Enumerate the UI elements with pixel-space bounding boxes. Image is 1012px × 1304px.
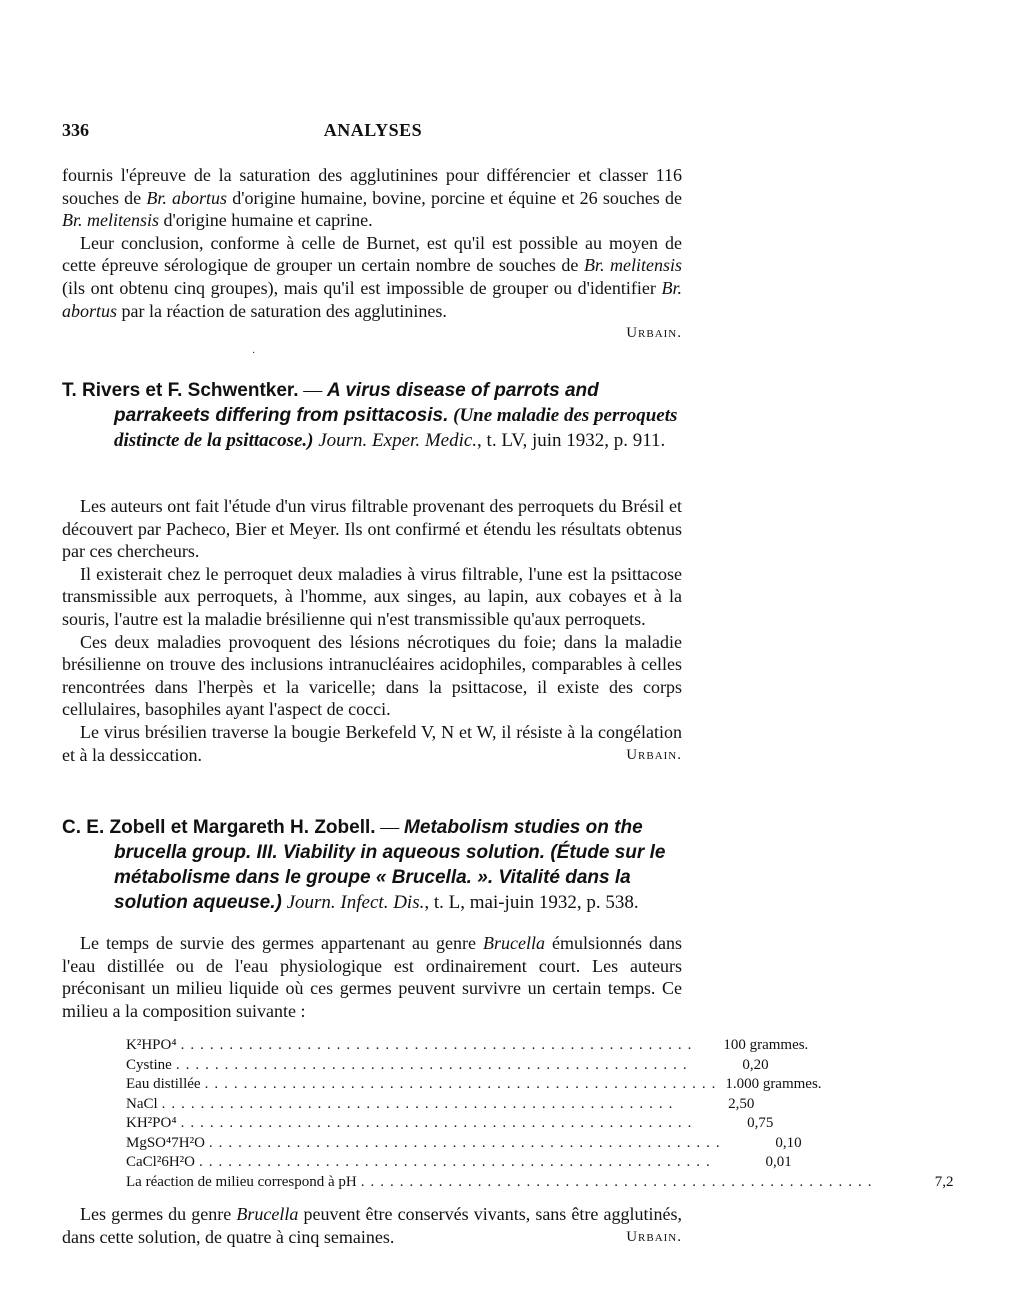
genus-name: Brucella (482, 933, 545, 953)
dash: — (375, 817, 405, 838)
english-title: Metabolism studies on the brucella group. III. Viability in aqueous solution. (114, 817, 643, 863)
species-name: Br. abortus (62, 277, 682, 321)
ingredient-label: CaCl²6H²O (126, 1154, 195, 1170)
leader-dots: ..................................................... (360, 1173, 878, 1190)
species-name: Br. melitensis (583, 255, 682, 276)
ingredient-label: Eau distillée (126, 1076, 201, 1092)
text-run: par la réaction de saturation des agglutinines. (117, 300, 447, 321)
english-title: A virus disease of parrots and parrakeets differing from psittacosis. (114, 380, 599, 426)
journal-name: Journ. Infect. Dis. (281, 892, 425, 913)
text-run: (ils ont obtenu cinq groupes), mais qu'il est impossible de grouper ou d'identifier (62, 277, 662, 298)
leader-dots: ..................................................... (161, 1095, 679, 1112)
paragraph (62, 164, 682, 232)
table-row (126, 1114, 774, 1134)
text-run: Les germes du genre (80, 1204, 237, 1224)
text-run: d'origine humaine, bovine, porcine et équine et 26 souches de (227, 187, 682, 208)
authors: T. Rivers et F. Schwentker. (62, 380, 299, 401)
paragraph: Les auteurs ont fait l'étude d'un virus filtrable provenant des perroquets du Brésil et découvert par Pacheco, Bier et Meyer. Ils ont confirmé et étendu les résultats obtenus par ces chercheurs. (62, 496, 682, 562)
table-row (126, 1036, 809, 1056)
leader-dots: ..................................................... (204, 1076, 722, 1092)
genus-name: Brucella. (391, 867, 472, 888)
abstract-heading-rivers (62, 378, 682, 453)
ingredient-value: 1.000 grammes. (725, 1076, 822, 1092)
signature: Urbain. (626, 1229, 682, 1246)
ingredient-value: 7,2 (934, 1173, 954, 1190)
paragraph (62, 232, 682, 322)
text-run: ». Vitalité dans la solution aqueuse.) (114, 867, 631, 913)
dash: — (298, 380, 328, 401)
ingredient-label: La réaction de milieu correspond à pH (126, 1173, 357, 1190)
signature: Urbain. (626, 325, 682, 342)
text-run: Leur conclusion, conforme à celle de Burnet, est qu'il est possible au moyen de cette épreuve sérologique de grouper un certain nombre de souches de (62, 232, 682, 276)
ingredient-value: 0,01 (765, 1154, 792, 1170)
text-run: peuvent être conservés vivants, sans être agglutinés, dans cette solution, de quatre à cinq semaines. (62, 1204, 682, 1247)
text-run: d'origine humaine et caprine. (159, 210, 373, 231)
species-name: Br. melitensis (62, 210, 159, 231)
citation: , t. LV, juin 1932, p. 911. (477, 430, 666, 451)
running-head: ANALYSES (323, 120, 423, 140)
french-title: (Une maladie des perroquets distincte de la psittacose.) (114, 405, 678, 451)
ingredient-label: Cystine (126, 1056, 172, 1073)
page-header (62, 120, 684, 144)
table-row (126, 1056, 769, 1076)
composition-table (126, 1036, 954, 1192)
abstract-conclusion-zobell (62, 1203, 682, 1249)
abstract-body-rivers (62, 495, 682, 767)
abstract-heading-zobell (62, 815, 682, 915)
table-row (126, 1153, 792, 1173)
ingredient-label: K²HPO⁴ (126, 1037, 177, 1053)
leader-dots: ..................................................... (208, 1134, 726, 1151)
citation: , t. L, mai-juin 1932, p. 538. (424, 892, 639, 913)
text-run: Le temps de survie des germes appartenant au genre (80, 933, 483, 953)
species-name: Br. abortus (146, 187, 228, 208)
table-row (126, 1095, 755, 1115)
genus-name: Brucella (236, 1204, 299, 1224)
ingredient-value: 2,50 (728, 1095, 755, 1112)
section-continuation (62, 164, 682, 345)
ingredient-value: 0,10 (775, 1134, 802, 1151)
table-row (126, 1075, 822, 1095)
paragraph: Il existerait chez le perroquet deux maladies à virus filtrable, l'une est la psittacose transmissible aux perroquets, à l'homme, aux singes, au lapin, aux cobayes et à la souris, l'autre est la maladie brésilienne qui n'est transmissible qu'aux perroquets. (62, 563, 682, 629)
text-run: émulsionnés dans l'eau distillée ou de l'eau physiologique est ordinairement court. Les auteurs préconisant un milieu liquide où ces germes peuvent survivre un certain temps. Ce milieu a la composition suivante : (62, 933, 682, 1021)
page-number: 336 (62, 120, 89, 140)
text-run: (Étude sur le métabolisme dans le groupe « (114, 842, 666, 888)
paragraph (62, 932, 682, 1022)
stray-dot: · (252, 348, 256, 359)
table-row (126, 1134, 802, 1154)
ingredient-value: 0,75 (747, 1115, 774, 1131)
abstract-body-zobell (62, 932, 682, 1022)
paragraph: Ces deux maladies provoquent des lésions nécrotiques du foie; dans la maladie brésilienne on trouve des inclusions intranucléaires acidophiles, comparables à celles rencontrées dans l'herpès et la varicelle; dans la psittacose, il existe des corps cellulaires, basophiles ayant l'aspect de cocci. (62, 631, 682, 720)
ingredient-value: 0,20 (742, 1056, 769, 1073)
authors: C. E. Zobell et Margareth H. Zobell. (62, 817, 376, 838)
leader-dots: ..................................................... (180, 1037, 698, 1053)
signature: Urbain. (626, 747, 682, 764)
ingredient-label: MgSO⁴7H²O (126, 1134, 205, 1151)
leader-dots: ..................................................... (175, 1056, 693, 1073)
text-run: fournis l'épreuve de la saturation des agglutinines pour différencier et classer 116 souches de (62, 165, 682, 208)
leader-dots: ..................................................... (199, 1154, 716, 1170)
leader-dots: ..................................................... (180, 1115, 698, 1131)
ingredient-label: NaCl (126, 1095, 158, 1112)
ingredient-label: KH²PO⁴ (126, 1115, 177, 1131)
table-row (126, 1173, 954, 1193)
ingredient-value: 100 grammes. (723, 1037, 809, 1053)
text-run: Le virus brésilien traverse la bougie Berkefeld V, N et W, il résiste à la congélation et à la dessiccation. (62, 721, 682, 765)
journal-name: Journ. Exper. Medic. (313, 430, 478, 451)
